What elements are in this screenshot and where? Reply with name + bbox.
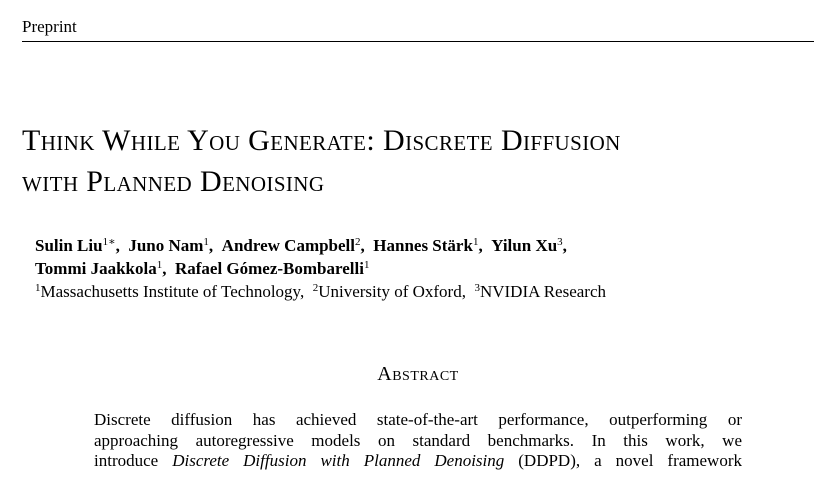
author-line-1: [35, 234, 795, 257]
abstract-line-3: introduce Discrete Diffusion with Planned Denoising (DDPD), a novel framework: [94, 451, 742, 470]
author: Tommi Jaakkola$^1$: [35, 259, 163, 278]
author: , Rafael Gómez-Bombarelli$^1$: [162, 259, 369, 278]
author-block: [35, 234, 795, 303]
author-line-2: [35, 257, 795, 280]
affiliation-line: [35, 280, 795, 303]
author-affiliation-mark: 1∗: [102, 236, 116, 248]
paper-title-line-2: with Planned Denoising: [22, 165, 325, 198]
author: Sulin Liu$^{1∗}$: [35, 236, 116, 255]
abstract-body: [94, 410, 742, 472]
affiliation-mark: 2: [312, 282, 319, 294]
author-affiliation-mark: 1: [472, 236, 479, 248]
running-header: [22, 15, 814, 42]
affiliation: , $^2$University of Oxford: [300, 282, 462, 301]
author: , Andrew Campbell$^2$: [209, 236, 361, 255]
method-name: Discrete Diffusion with Planned Denoising: [172, 451, 505, 470]
author-affiliation-mark: 1: [156, 259, 163, 271]
affiliation-mark: 3: [474, 282, 480, 294]
paper-title-line-1: Think While You Generate: Discrete Diffusion: [22, 124, 621, 157]
affiliation-mark: 1: [35, 282, 41, 294]
affiliation: $^1$Massachusetts Institute of Technology: [35, 282, 300, 301]
author: , Yilun Xu$^3$ ,: [478, 236, 566, 255]
preprint-label: Preprint: [22, 17, 77, 36]
affiliation: , $^3$NVIDIA Research: [462, 282, 606, 301]
abstract-line-2: approaching autoregressive models on standard benchmarks. In this work, we: [94, 430, 742, 450]
author-affiliation-mark: 3: [557, 236, 563, 248]
paper-title: [22, 120, 822, 202]
abstract-line-1: Discrete diffusion has achieved state-of-the-art performance, outperforming or: [94, 410, 742, 429]
author-affiliation-mark: 2: [355, 236, 361, 248]
author: , Hannes Stärk$^1$: [361, 236, 479, 255]
author-affiliation-mark: 1: [203, 236, 209, 248]
author: , Juno Nam$^1$: [116, 236, 209, 255]
author-affiliation-mark: 1: [363, 259, 370, 271]
abstract-heading: Abstract: [377, 363, 459, 385]
